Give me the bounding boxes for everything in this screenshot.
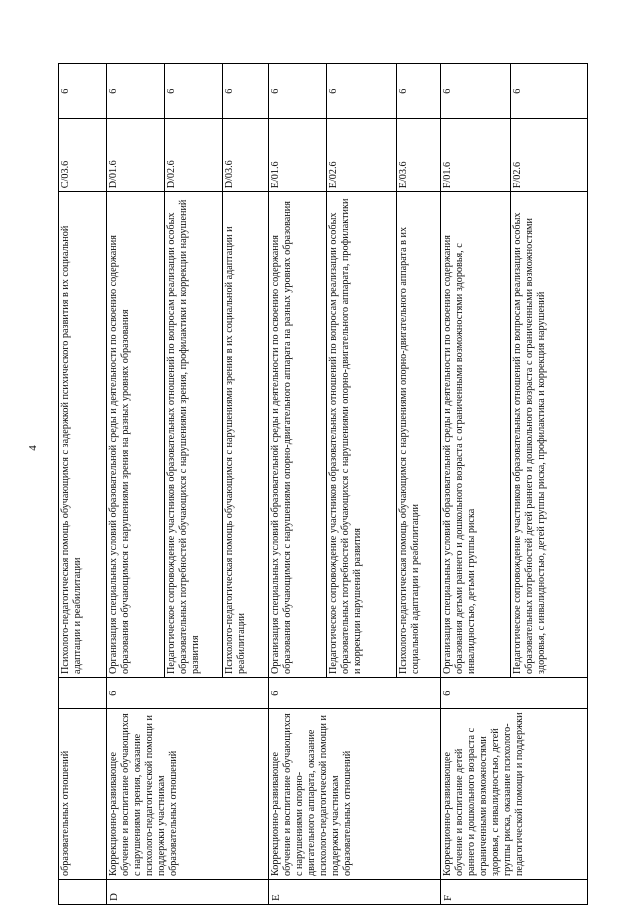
group-code-cell: D [107, 880, 269, 905]
table-row [59, 64, 107, 905]
page-number: 4 [26, 445, 39, 451]
group-code-cell: E [269, 880, 441, 905]
function-name-cell: Педагогическое сопровождение участников образовательных отношений по вопросам реализации особых образовательных потребностей обучающихся с нарушениями зрения, профилактики и коррекции нарушений развития [165, 192, 223, 678]
function-name-cell: Педагогическое сопровождение участников образовательных отношений по вопросам реализации особых образовательных потребностей детей раннего и дошкольного возраста с ограниченными возможностями здоровья, с инвалидностью, детей группы риска, профилактика и коррекция нарушений [511, 192, 588, 678]
function-level-cell: 6 [107, 64, 165, 119]
function-level-cell: 6 [223, 64, 269, 119]
rotated-table-container [58, 63, 588, 905]
function-level-cell: 6 [327, 64, 397, 119]
function-name-cell: Психолого-педагогическая помощь обучающимся с нарушениями опорно-двигательного аппарата в их социальной адаптации и реабилитации [397, 192, 441, 678]
function-code-cell: E/02.6 [327, 119, 397, 192]
function-level-cell: 6 [511, 64, 588, 119]
function-level-cell: 6 [165, 64, 223, 119]
function-code-cell: E/03.6 [397, 119, 441, 192]
function-name-cell: Организация специальных условий образовательной среды и деятельности по освоению содержания образования детьми раннего и дошкольного возраста с ограниченными возможностями здоровья, с инвалидностью, детьми группы риска [441, 192, 511, 678]
function-name-cell: Психолого-педагогическая помощь обучающимся с задержкой психического развития в их социальной адаптации и реабилитации [59, 192, 107, 678]
function-name-cell: Психолого-педагогическая помощь обучающимся с нарушениями зрения в их социальной адаптации и реабилитации [223, 192, 269, 678]
function-level-cell: 6 [59, 64, 107, 119]
group-code-cell: F [441, 880, 588, 905]
group-code-cell [59, 880, 107, 905]
function-code-cell: D/01.6 [107, 119, 165, 192]
table-row [107, 64, 165, 905]
function-code-cell: E/01.6 [269, 119, 327, 192]
function-name-cell: Организация специальных условий образовательной среды и деятельности по освоению содержания образования обучающимися с нарушениями зрения на разных уровнях образования [107, 192, 165, 678]
function-code-cell: F/02.6 [511, 119, 588, 192]
group-level-cell: 6 [441, 677, 588, 709]
function-code-cell: C/03.6 [59, 119, 107, 192]
function-level-cell: 6 [269, 64, 327, 119]
function-level-cell: 6 [441, 64, 511, 119]
group-level-cell [59, 677, 107, 709]
table-row [269, 64, 327, 905]
functions-table [58, 63, 588, 905]
group-name-cell: образовательных отношений [59, 709, 107, 880]
function-name-cell: Организация специальных условий образовательной среды и деятельности по освоению содержания образования обучающимися с нарушениями опорно-двигательного аппарата на разных уровнях образования [269, 192, 327, 678]
group-name-cell: Коррекционно-развивающее обучение и воспитание обучающихся с нарушениями зрения, оказание психолого-педагогической помощи и поддержки участникам образовательных отношений [107, 709, 269, 880]
group-name-cell: Коррекционно-развивающее обучение и воспитание детей раннего и дошкольного возраста с ограниченными возможностями здоровья, с инвалидностью, детей группы риска, оказание психолого-педагогической помощи и поддержки [441, 709, 588, 880]
function-code-cell: D/02.6 [165, 119, 223, 192]
function-name-cell: Педагогическое сопровождение участников образовательных отношений по вопросам реализации особых образовательных потребностей обучающихся с нарушениями опорно-двигательного аппарата, профилактики и коррекции нарушений развития [327, 192, 397, 678]
function-code-cell: F/01.6 [441, 119, 511, 192]
group-level-cell: 6 [269, 677, 441, 709]
group-level-cell: 6 [107, 677, 269, 709]
table-row [441, 64, 511, 905]
group-name-cell: Коррекционно-развивающее обучение и воспитание обучающихся с нарушениями опорно-двигательного аппарата, оказание психолого-педагогической помощи и поддержки участникам образовательных отношений [269, 709, 441, 880]
function-level-cell: 6 [397, 64, 441, 119]
function-code-cell: D/03.6 [223, 119, 269, 192]
